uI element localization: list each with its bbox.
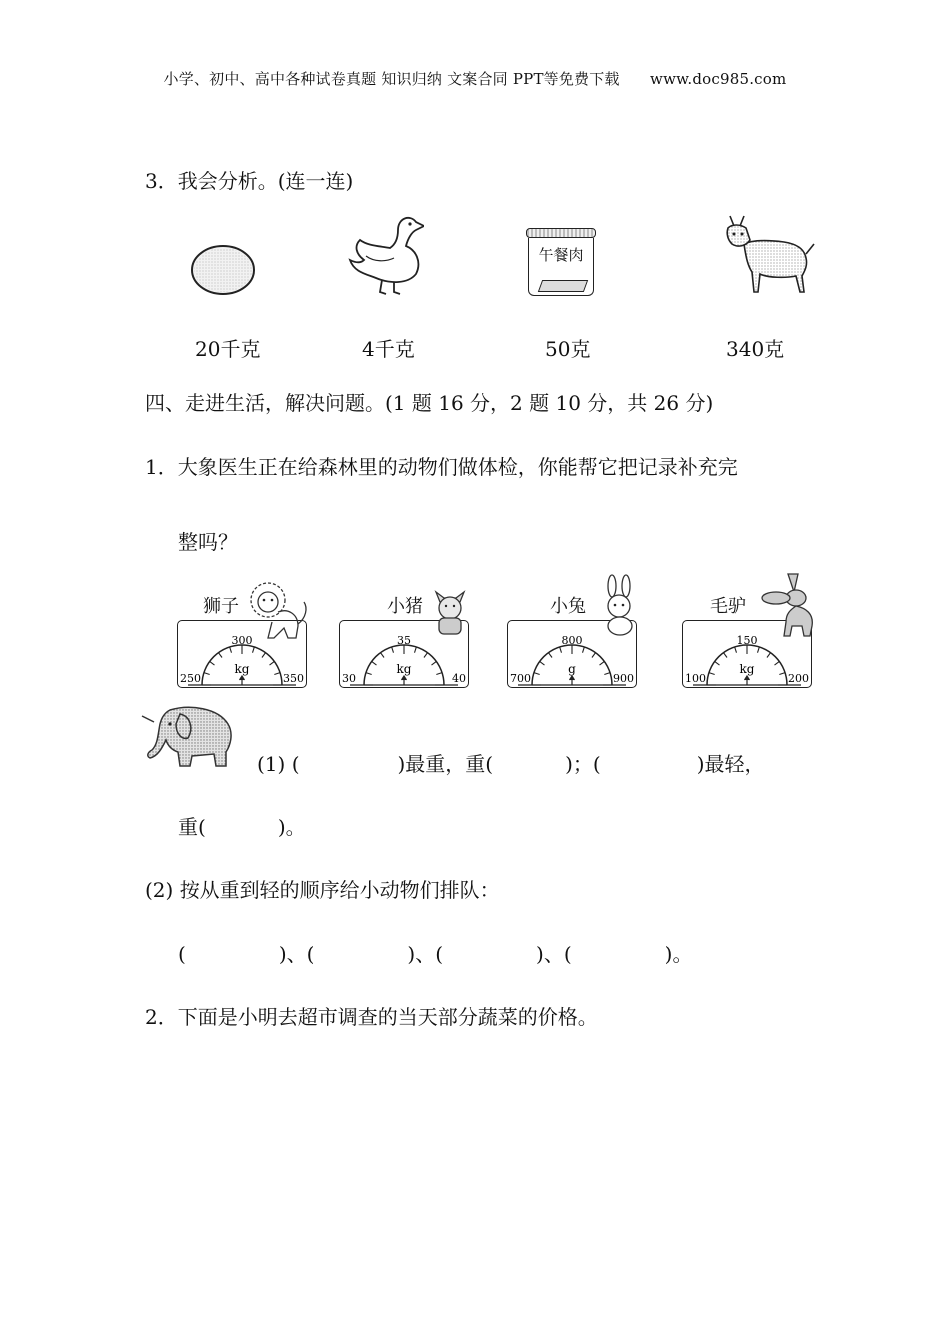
q1-line1: 1．大象医生正在给森林里的动物们做体检，你能帮它把记录补充完 — [145, 455, 738, 479]
scale-name-donkey: 毛驴 — [710, 596, 746, 617]
dial-tick — [392, 647, 394, 653]
dial-unit-label: g — [568, 662, 576, 676]
dial-left-label: 100 — [685, 672, 706, 685]
dial-pointer — [745, 676, 750, 685]
q1-line2: 整吗？ — [178, 530, 238, 554]
rabbit-picture — [598, 574, 642, 638]
dial-tick — [758, 647, 760, 653]
dial-unit-label: kg — [234, 662, 250, 676]
weight-option-3: 50克 — [545, 337, 591, 361]
dial-left-label: 30 — [342, 672, 356, 685]
part1-weight-close: )。 — [277, 815, 306, 839]
dial-tick — [436, 673, 442, 675]
section4-title: 四、走进生活，解决问题。(1 题 16 分，2 题 10 分，共 26 分) — [145, 391, 714, 415]
order-end: )。 — [664, 942, 693, 966]
lion-picture — [248, 578, 310, 640]
dial-tick — [600, 661, 605, 665]
order-open: ( — [178, 942, 186, 966]
part1-open: (1) ( — [257, 752, 300, 776]
dial-tick — [735, 647, 737, 653]
dial-tick — [540, 661, 545, 665]
dial-tick — [534, 673, 540, 675]
dial-tick — [380, 653, 384, 658]
scale-name-rabbit: 小兔 — [550, 596, 586, 617]
dial-tick — [604, 673, 610, 675]
q2-text: 2．下面是小明去超市调查的当天部分蔬菜的价格。 — [145, 1005, 598, 1029]
dial-tick — [210, 661, 215, 665]
part1-heaviest-text: )最重，重( — [397, 752, 494, 776]
scale-name-pig: 小猪 — [387, 596, 423, 617]
part1-lightest-text: )最轻， — [696, 752, 765, 776]
can-label: 午餐肉 — [538, 246, 584, 264]
dial-tick — [779, 673, 785, 675]
dial-tick — [592, 653, 596, 658]
dial-tick — [366, 673, 372, 675]
dial-tick — [372, 661, 377, 665]
dial-pointer — [240, 676, 245, 685]
dial-left-label: 700 — [510, 672, 531, 685]
goat-picture — [722, 214, 818, 296]
dial-tick — [230, 647, 232, 653]
order-sep-2: )、( — [407, 942, 444, 966]
dial-right-label: 900 — [613, 672, 634, 685]
dial-right-label: 350 — [283, 672, 304, 685]
dial-tick — [767, 653, 771, 658]
dial-right-label: 40 — [452, 672, 466, 685]
dial-left-label: 250 — [180, 672, 201, 685]
part1-line2 — [178, 811, 306, 840]
dial-tick — [723, 653, 727, 658]
dial-pointer — [570, 676, 575, 685]
page-header: 小学、初中、高中各种试卷真题 知识归纳 文案合同 PPT等免费下载 www.doc985.com — [163, 70, 787, 88]
part1-lightest-open: )；( — [565, 752, 601, 776]
part1-line1 — [257, 748, 765, 777]
dial-tick — [709, 673, 715, 675]
dial-tick — [253, 647, 255, 653]
order-sep-1: )、( — [278, 942, 315, 966]
egg-picture — [190, 243, 256, 297]
dial-tick — [560, 647, 562, 653]
donkey-picture — [758, 570, 822, 638]
scale-name-lion: 狮子 — [203, 596, 239, 617]
part2-order-line — [178, 938, 692, 967]
dial-unit-label: kg — [396, 662, 412, 676]
part2-title: (2) 按从重到轻的顺序给小动物们排队： — [145, 878, 500, 902]
dial-tick — [775, 661, 780, 665]
dial-tick — [218, 653, 222, 658]
dial-unit-label: kg — [739, 662, 755, 676]
dial-pointer — [402, 676, 407, 685]
dial-tick — [715, 661, 720, 665]
weight-option-4: 340克 — [726, 337, 785, 361]
dial-tick — [583, 647, 585, 653]
dial-top-label: 800 — [561, 634, 583, 647]
part1-weight-open: 重( — [178, 815, 206, 839]
weight-option-1: 20千克 — [195, 337, 261, 361]
elephant-doctor-picture — [140, 700, 240, 770]
dial-tick — [424, 653, 428, 658]
duck-picture — [346, 210, 424, 296]
dial-tick — [415, 647, 417, 653]
dial-top-label: 35 — [397, 634, 411, 647]
dial-top-label: 300 — [231, 634, 253, 647]
weight-option-2: 4千克 — [362, 337, 415, 361]
dial-tick — [548, 653, 552, 658]
dial-tick — [432, 661, 437, 665]
q3-title: 3．我会分析。(连一连) — [145, 169, 354, 193]
dial-tick — [274, 673, 280, 675]
dial-tick — [204, 673, 210, 675]
dial-top-label: 150 — [736, 634, 758, 647]
pig-picture — [430, 586, 470, 638]
order-sep-3: )、( — [536, 942, 572, 966]
dial-right-label: 200 — [788, 672, 809, 685]
dial-tick — [270, 661, 275, 665]
luncheon-meat-can — [526, 228, 596, 298]
dial-tick — [262, 653, 266, 658]
